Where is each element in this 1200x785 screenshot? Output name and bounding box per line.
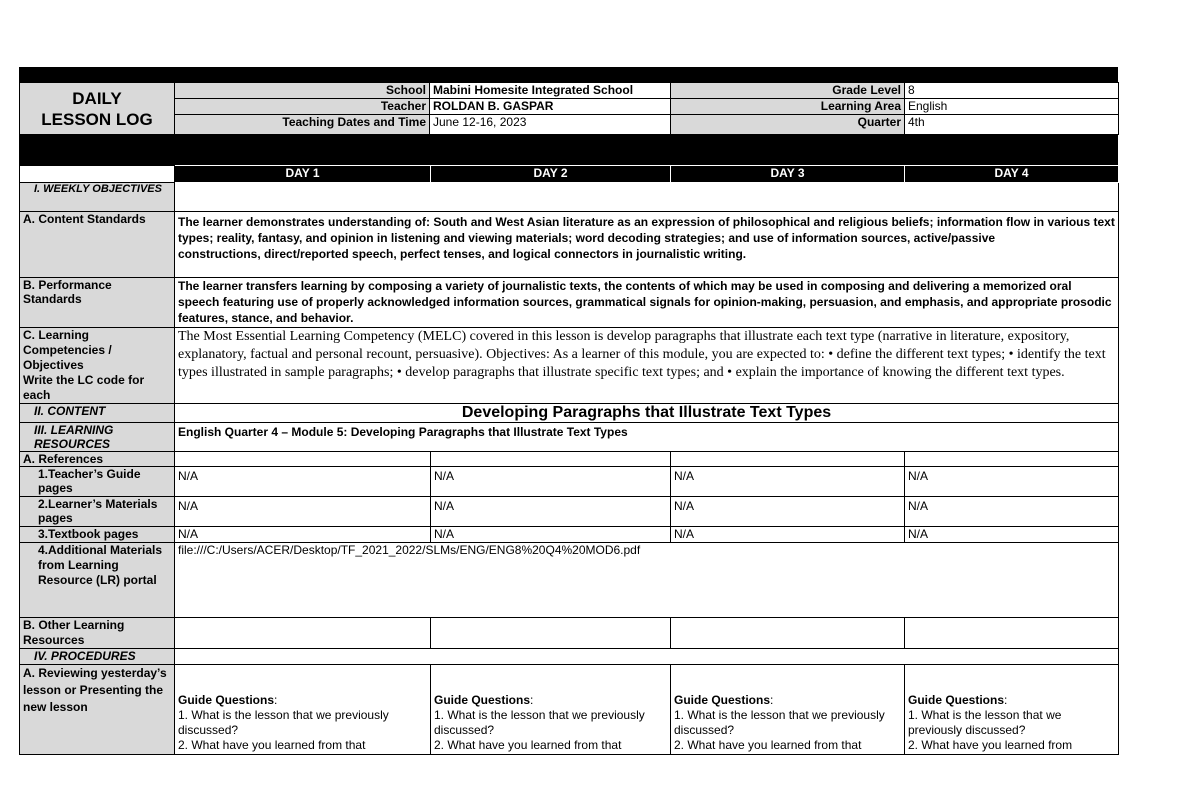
guide-question-2: 2. What have you learned from xyxy=(908,738,1073,752)
procedures-label: IV. PROCEDURES xyxy=(20,649,175,665)
day-4-header: DAY 4 xyxy=(905,166,1119,183)
quarter-value: 4th xyxy=(905,115,1119,135)
teacher-label: Teacher xyxy=(175,99,430,115)
lesson-log xyxy=(19,67,1118,755)
guide-questions-title: Guide Questions xyxy=(434,693,531,707)
guide-questions-day-4: Guide Questions: 1. What is the lesson that we previously discussed? 2. What have you learned from xyxy=(905,665,1119,755)
additional-materials-label: 4.Additional Materials from Learning Resource (LR) portal xyxy=(20,543,175,618)
day-3-header: DAY 3 xyxy=(671,166,905,183)
references-day-1 xyxy=(175,452,431,467)
lesson-table xyxy=(19,165,1119,755)
guide-questions-day-1: Guide Questions: 1. What is the lesson that we previously discussed? 2. What have you learned from that xyxy=(175,665,431,755)
competencies-label-text: C. Learning Competencies / Objectives xyxy=(23,328,112,372)
content-title: Developing Paragraphs that Illustrate Text Types xyxy=(175,404,1119,423)
day-header-blank xyxy=(20,166,175,183)
teaching-dates-value: June 12-16, 2023 xyxy=(430,115,671,135)
references-label: A. References xyxy=(20,452,175,467)
guide-question-2: 2. What have you learned from that xyxy=(178,738,366,752)
other-resources-day-1 xyxy=(175,618,431,649)
additional-materials-link[interactable]: file:///C:/Users/ACER/Desktop/TF_2021_2022/SLMs/ENG/ENG8%20Q4%20MOD6.pdf xyxy=(175,543,1119,618)
school-value: Mabini Homesite Integrated School xyxy=(430,83,671,99)
learning-competencies-text: The Most Essential Learning Competency (MELC) covered in this lesson is develop paragraphs that illustrate each text type (narrative in literature, expository, explanatory, factual and personal recount, persuasive). Objectives: As a learner of this module, you are expected to: • define the different text types; • identify the text types illustrated in sample paragraphs; • develop paragraphs that illustrate specific text types; and • explain the importance of knowing the different text types. xyxy=(175,328,1119,404)
other-resources-day-2 xyxy=(431,618,671,649)
weekly-objectives-label: I. WEEKLY OBJECTIVES xyxy=(20,183,175,212)
grade-level-label: Grade Level xyxy=(671,83,905,99)
guide-question-2: 2. What have you learned from that xyxy=(434,738,622,752)
learning-resources-text: English Quarter 4 – Module 5: Developing Paragraphs that Illustrate Text Types xyxy=(175,423,1119,452)
learners-materials-day-2: N/A xyxy=(431,497,671,527)
textbook-pages-day-1: N/A xyxy=(175,527,431,543)
textbook-pages-day-2: N/A xyxy=(431,527,671,543)
guide-question-2: 2. What have you learned from that xyxy=(674,738,862,752)
content-standards-text xyxy=(175,212,1119,278)
content-standards-text-2: constructions, direct/reported speech, perfect tenses, and logical connectors in journalistic writing. xyxy=(178,247,747,261)
guide-questions-title: Guide Questions xyxy=(674,693,771,707)
day-2-header: DAY 2 xyxy=(431,166,671,183)
top-black-bar xyxy=(19,67,1118,82)
procedures-cell xyxy=(175,649,1119,665)
teachers-guide-day-2: N/A xyxy=(431,467,671,497)
daily-lesson-log-title xyxy=(20,83,175,135)
guide-questions-day-2: Guide Questions: 1. What is the lesson that we previously discussed? 2. What have you learned from that xyxy=(431,665,671,755)
teachers-guide-day-1: N/A xyxy=(175,467,431,497)
other-resources-label: B. Other Learning Resources xyxy=(20,618,175,649)
guide-question-1: 1. What is the lesson that we previously discussed? xyxy=(434,708,645,737)
header-table xyxy=(19,82,1119,135)
title-line-1: DAILY xyxy=(72,88,122,108)
content-standards-label: A. Content Standards xyxy=(20,212,175,278)
guide-questions-title: Guide Questions xyxy=(908,693,1005,707)
weekly-objectives-cell xyxy=(175,183,1119,212)
lc-code-label-text: Write the LC code for each xyxy=(23,373,145,402)
textbook-pages-day-4: N/A xyxy=(905,527,1119,543)
references-day-3 xyxy=(671,452,905,467)
guide-questions-title: Guide Questions xyxy=(178,693,275,707)
teachers-guide-day-4: N/A xyxy=(905,467,1119,497)
quarter-label: Quarter xyxy=(671,115,905,135)
textbook-pages-label: 3.Textbook pages xyxy=(20,527,175,543)
reviewing-lesson-label: A. Reviewing yesterday’s lesson or Presenting the new lesson xyxy=(20,665,175,755)
learners-materials-day-1: N/A xyxy=(175,497,431,527)
learning-area-value: English xyxy=(905,99,1119,115)
content-label: II. CONTENT xyxy=(20,404,175,423)
performance-standards-text: The learner transfers learning by composing a variety of journalistic texts, the contents of which may be used in composing and delivering a memorized oral speech featuring use of properly acknowledged information sources, grammatical signals for opinion-making, persuasion, and emphasis, and appropriate prosodic features, stance, and behavior. xyxy=(175,278,1119,328)
learning-resources-label: III. LEARNING RESOURCES xyxy=(20,423,175,452)
other-resources-day-3 xyxy=(671,618,905,649)
textbook-pages-day-3: N/A xyxy=(671,527,905,543)
mid-black-bar xyxy=(19,135,1118,165)
teacher-value: ROLDAN B. GASPAR xyxy=(430,99,671,115)
guide-questions-day-3: Guide Questions: 1. What is the lesson that we previously discussed? 2. What have you learned from that xyxy=(671,665,905,755)
learning-area-label: Learning Area xyxy=(671,99,905,115)
title-line-2: LESSON LOG xyxy=(41,109,153,129)
learners-materials-day-3: N/A xyxy=(671,497,905,527)
references-day-4 xyxy=(905,452,1119,467)
learners-materials-label: 2.Learner’s Materials pages xyxy=(20,497,175,527)
references-day-2 xyxy=(431,452,671,467)
teaching-dates-label: Teaching Dates and Time xyxy=(175,115,430,135)
guide-question-1: 1. What is the lesson that we previously discussed? xyxy=(908,708,1062,737)
day-1-header: DAY 1 xyxy=(175,166,431,183)
guide-question-1: 1. What is the lesson that we previously discussed? xyxy=(178,708,389,737)
content-standards-text-1: The learner demonstrates understanding of: South and West Asian literature as an expression of philosophical and religious beliefs; information flow in various text types; reality, fantasy, and opinion in listening and viewing materials; word decoding strategies; and use of information sources, active/passive xyxy=(178,215,1115,245)
performance-standards-label: B. Performance Standards xyxy=(20,278,175,328)
learners-materials-day-4: N/A xyxy=(905,497,1119,527)
learning-competencies-label xyxy=(20,328,175,404)
other-resources-day-4 xyxy=(905,618,1119,649)
guide-question-1: 1. What is the lesson that we previously discussed? xyxy=(674,708,885,737)
school-label: School xyxy=(175,83,430,99)
grade-level-value: 8 xyxy=(905,83,1119,99)
teachers-guide-day-3: N/A xyxy=(671,467,905,497)
teachers-guide-label: 1.Teacher’s Guide pages xyxy=(20,467,175,497)
